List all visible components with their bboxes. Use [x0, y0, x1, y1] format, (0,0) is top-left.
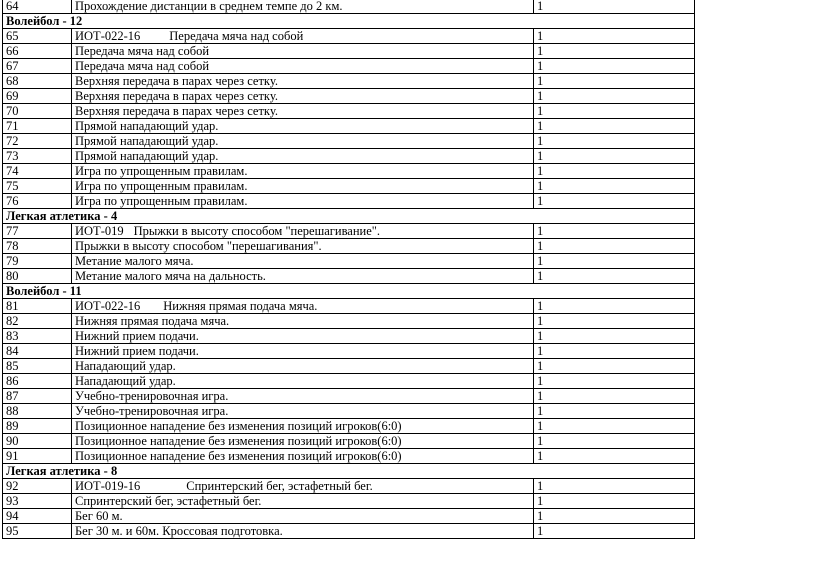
lesson-hours: 1 [534, 119, 695, 134]
lesson-hours: 1 [534, 104, 695, 119]
lesson-row [3, 224, 695, 239]
lesson-hours: 1 [534, 239, 695, 254]
lesson-topic-cell: Прыжки в высоту способом "перешагивания". [72, 239, 534, 254]
lesson-number: 81 [3, 299, 72, 314]
lesson-topic-cell: Бег 30 м. и 60м. Кроссовая подготовка. [72, 524, 534, 539]
lesson-topic-cell: Учебно-тренировочная игра. [72, 389, 534, 404]
lesson-topic-cell: Прямой нападающий удар. [72, 149, 534, 164]
lesson-topic-cell: Позиционное нападение без изменения позиций игроков(6:0) [72, 449, 534, 464]
lesson-topic-cell: Метание малого мяча. [72, 254, 534, 269]
lesson-row [3, 374, 695, 389]
lesson-row [3, 149, 695, 164]
lesson-number: 80 [3, 269, 72, 284]
lesson-number: 83 [3, 329, 72, 344]
lesson-row [3, 59, 695, 74]
lesson-hours: 1 [534, 59, 695, 74]
lesson-topic: Передача мяча над собой [169, 29, 304, 43]
lesson-row [3, 449, 695, 464]
lesson-row [3, 89, 695, 104]
lesson-hours: 1 [534, 434, 695, 449]
lesson-hours: 1 [534, 89, 695, 104]
lesson-number: 87 [3, 389, 72, 404]
lesson-number: 94 [3, 509, 72, 524]
lesson-topic-cell: Игра по упрощенным правилам. [72, 164, 534, 179]
lesson-number: 92 [3, 479, 72, 494]
lesson-hours: 1 [534, 44, 695, 59]
lesson-number: 93 [3, 494, 72, 509]
lesson-topic-cell: Передача мяча над собой [72, 44, 534, 59]
section-title: Волейбол - 12 [3, 14, 695, 29]
lesson-row [3, 104, 695, 119]
lesson-hours: 1 [534, 404, 695, 419]
lesson-plan-table [2, 0, 695, 539]
lesson-row [3, 134, 695, 149]
lesson-hours: 1 [534, 524, 695, 539]
lesson-topic-cell: Нападающий удар. [72, 359, 534, 374]
lesson-plan-body [3, 0, 695, 539]
lesson-number: 76 [3, 194, 72, 209]
lesson-topic: Спринтерский бег, эстафетный бег. [186, 479, 373, 493]
lesson-number: 91 [3, 449, 72, 464]
lesson-hours: 1 [534, 269, 695, 284]
lesson-number: 64 [3, 0, 72, 14]
lesson-topic-cell: Учебно-тренировочная игра. [72, 404, 534, 419]
lesson-topic-cell: Нижняя прямая подача мяча. [72, 314, 534, 329]
lesson-hours: 1 [534, 329, 695, 344]
lesson-hours: 1 [534, 254, 695, 269]
lesson-row [3, 239, 695, 254]
safety-instruction-code: ИОТ-022-16 [75, 299, 141, 313]
lesson-number: 86 [3, 374, 72, 389]
lesson-topic-cell: Прохождение дистанции в среднем темпе до 2 км. [72, 0, 534, 14]
lesson-number: 74 [3, 164, 72, 179]
lesson-number: 79 [3, 254, 72, 269]
lesson-topic-cell: Игра по упрощенным правилам. [72, 194, 534, 209]
lesson-row [3, 29, 695, 44]
section-title: Легкая атлетика - 4 [3, 209, 695, 224]
lesson-number: 85 [3, 359, 72, 374]
lesson-row [3, 0, 695, 14]
lesson-row [3, 509, 695, 524]
lesson-hours: 1 [534, 374, 695, 389]
lesson-number: 90 [3, 434, 72, 449]
lesson-number: 73 [3, 149, 72, 164]
lesson-topic-cell: Нижний прием подачи. [72, 344, 534, 359]
lesson-topic-cell: Верхняя передача в парах через сетку. [72, 104, 534, 119]
lesson-topic-cell: Метание малого мяча на дальность. [72, 269, 534, 284]
safety-instruction-code: ИОТ-019 [75, 224, 124, 238]
section-title: Легкая атлетика - 8 [3, 464, 695, 479]
lesson-number: 84 [3, 344, 72, 359]
lesson-hours: 1 [534, 29, 695, 44]
lesson-row [3, 419, 695, 434]
lesson-number: 95 [3, 524, 72, 539]
lesson-hours: 1 [534, 179, 695, 194]
lesson-topic-cell [72, 479, 534, 494]
lesson-number: 72 [3, 134, 72, 149]
lesson-number: 77 [3, 224, 72, 239]
lesson-topic-cell: Игра по упрощенным правилам. [72, 179, 534, 194]
lesson-number: 68 [3, 74, 72, 89]
section-header-row [3, 209, 695, 224]
lesson-topic-cell [72, 29, 534, 44]
section-title: Волейбол - 11 [3, 284, 695, 299]
lesson-hours: 1 [534, 0, 695, 14]
lesson-topic-cell: Нижний прием подачи. [72, 329, 534, 344]
lesson-row [3, 44, 695, 59]
lesson-topic-cell: Верхняя передача в парах через сетку. [72, 74, 534, 89]
lesson-hours: 1 [534, 449, 695, 464]
lesson-row [3, 344, 695, 359]
lesson-row [3, 494, 695, 509]
lesson-row [3, 299, 695, 314]
lesson-row [3, 404, 695, 419]
lesson-number: 69 [3, 89, 72, 104]
lesson-hours: 1 [534, 344, 695, 359]
lesson-topic-cell: Позиционное нападение без изменения позиций игроков(6:0) [72, 419, 534, 434]
lesson-row [3, 179, 695, 194]
section-header-row [3, 284, 695, 299]
lesson-hours: 1 [534, 314, 695, 329]
section-header-row [3, 14, 695, 29]
lesson-row [3, 164, 695, 179]
lesson-topic-cell: Передача мяча над собой [72, 59, 534, 74]
lesson-topic-cell: Нападающий удар. [72, 374, 534, 389]
lesson-topic-cell: Прямой нападающий удар. [72, 119, 534, 134]
safety-instruction-code: ИОТ-022-16 [75, 29, 141, 43]
lesson-hours: 1 [534, 299, 695, 314]
lesson-row [3, 389, 695, 404]
lesson-topic-cell [72, 224, 534, 239]
lesson-hours: 1 [534, 149, 695, 164]
lesson-number: 88 [3, 404, 72, 419]
section-header-row [3, 464, 695, 479]
lesson-topic-cell: Позиционное нападение без изменения позиций игроков(6:0) [72, 434, 534, 449]
lesson-hours: 1 [534, 509, 695, 524]
lesson-row [3, 74, 695, 89]
lesson-topic-cell [72, 299, 534, 314]
lesson-row [3, 434, 695, 449]
lesson-row [3, 329, 695, 344]
lesson-row [3, 359, 695, 374]
lesson-number: 78 [3, 239, 72, 254]
lesson-row [3, 254, 695, 269]
lesson-number: 65 [3, 29, 72, 44]
lesson-topic-cell: Бег 60 м. [72, 509, 534, 524]
lesson-hours: 1 [534, 164, 695, 179]
lesson-hours: 1 [534, 494, 695, 509]
lesson-row [3, 524, 695, 539]
lesson-number: 67 [3, 59, 72, 74]
lesson-number: 89 [3, 419, 72, 434]
lesson-row [3, 194, 695, 209]
lesson-topic-cell: Прямой нападающий удар. [72, 134, 534, 149]
lesson-hours: 1 [534, 194, 695, 209]
lesson-hours: 1 [534, 389, 695, 404]
lesson-hours: 1 [534, 134, 695, 149]
lesson-number: 66 [3, 44, 72, 59]
lesson-hours: 1 [534, 359, 695, 374]
lesson-number: 82 [3, 314, 72, 329]
lesson-number: 70 [3, 104, 72, 119]
lesson-row [3, 314, 695, 329]
lesson-row [3, 479, 695, 494]
lesson-topic: Нижняя прямая подача мяча. [163, 299, 318, 313]
lesson-hours: 1 [534, 74, 695, 89]
lesson-topic-cell: Верхняя передача в парах через сетку. [72, 89, 534, 104]
lesson-number: 75 [3, 179, 72, 194]
lesson-hours: 1 [534, 224, 695, 239]
lesson-hours: 1 [534, 419, 695, 434]
safety-instruction-code: ИОТ-019-16 [75, 479, 141, 493]
lesson-topic-cell: Спринтерский бег, эстафетный бег. [72, 494, 534, 509]
lesson-hours: 1 [534, 479, 695, 494]
lesson-topic: Прыжки в высоту способом "перешагивание". [133, 224, 381, 238]
lesson-row [3, 119, 695, 134]
lesson-row [3, 269, 695, 284]
lesson-number: 71 [3, 119, 72, 134]
